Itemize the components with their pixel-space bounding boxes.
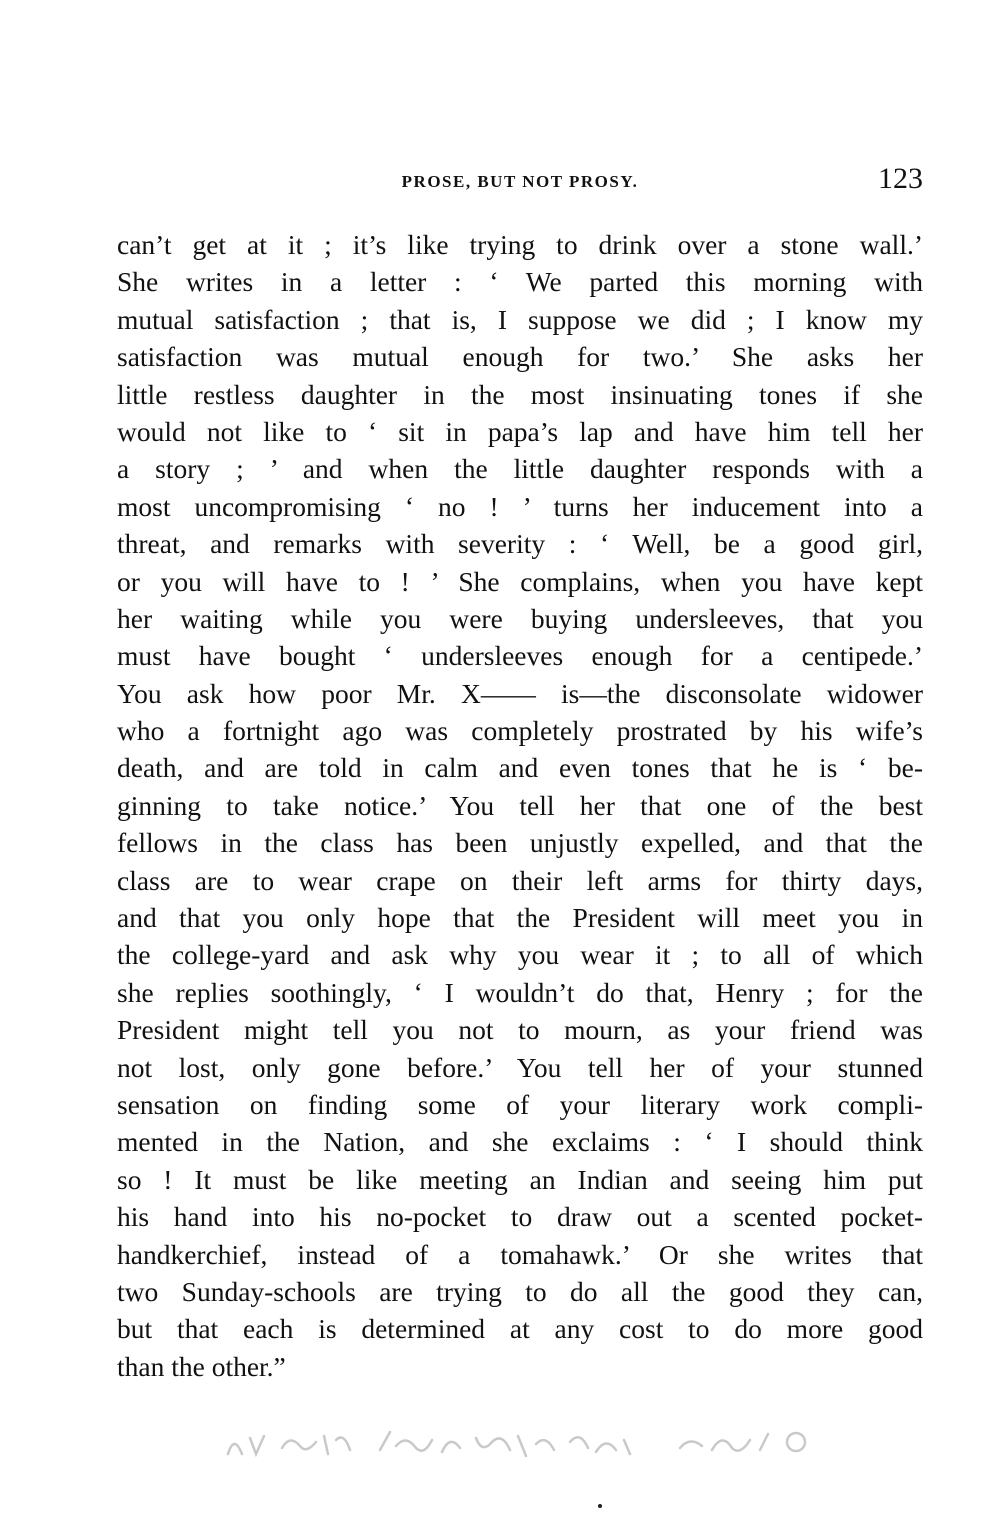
text-line: sensation on finding some of your literary work compli-: [117, 1088, 923, 1120]
text-line: mented in the Nation, and she exclaims : ‘ I should think: [117, 1126, 923, 1158]
text-line: than the other.”: [117, 1350, 286, 1382]
text-line: would not like to ‘ sit in papa’s lap and have him tell her: [117, 415, 923, 447]
text-line: satisfaction was mutual enough for two.’ She asks her: [117, 341, 923, 373]
text-line: can’t get at it ; it’s like trying to drink over a stone wall.’: [117, 229, 923, 260]
page-number: 123: [878, 162, 923, 195]
scan-speck: [598, 1504, 602, 1508]
text-line: who a fortnight ago was completely prostrated by his wife’s: [117, 715, 923, 747]
text-line: President might tell you not to mourn, as your friend was: [117, 1014, 923, 1046]
text-line: class are to wear crape on their left arms for thirty days,: [117, 864, 923, 896]
text-line: death, and are told in calm and even tones that he is ‘ be-: [117, 752, 923, 784]
text-line: You ask how poor Mr. X—— is—the disconsolate widower: [117, 677, 923, 709]
text-line: not lost, only gone before.’ You tell her of your stunned: [117, 1051, 923, 1083]
text-line: must have bought ‘ undersleeves enough for a centipede.’: [117, 640, 923, 672]
text-line: She writes in a letter : ‘ We parted this morning with: [117, 266, 923, 298]
text-line: little restless daughter in the most insinuating tones if she: [117, 378, 923, 410]
text-line: threat, and remarks with severity : ‘ Well, be a good girl,: [117, 528, 923, 560]
body-text: [117, 226, 923, 1385]
text-line: but that each is determined at any cost to do more good: [117, 1313, 923, 1345]
running-head: [117, 162, 923, 202]
text-line: mutual satisfaction ; that is, I suppose we did ; I know my: [117, 303, 923, 335]
watermark-smudge: [220, 1420, 820, 1465]
text-line: handkerchief, instead of a tomahawk.’ Or she writes that: [117, 1238, 923, 1270]
text-line: fellows in the class has been unjustly expelled, and that the: [117, 827, 923, 859]
text-line: and that you only hope that the President will meet you in: [117, 902, 923, 934]
text-line: the college-yard and ask why you wear it ; to all of which: [117, 939, 923, 971]
text-line: she replies soothingly, ‘ I wouldn’t do that, Henry ; for the: [117, 976, 923, 1008]
text-line: two Sunday-schools are trying to do all the good they can,: [117, 1275, 923, 1307]
text-line: a story ; ’ and when the little daughter responds with a: [117, 453, 923, 485]
text-line: or you will have to ! ’ She complains, when you have kept: [117, 565, 923, 597]
text-line: her waiting while you were buying undersleeves, that you: [117, 602, 923, 634]
running-title: PROSE, BUT NOT PROSY.: [401, 172, 639, 191]
text-line: most uncompromising ‘ no ! ’ turns her inducement into a: [117, 490, 923, 522]
text-line: ginning to take notice.’ You tell her that one of the best: [117, 789, 923, 821]
text-line: his hand into his no-pocket to draw out a scented pocket-: [117, 1201, 923, 1233]
text-line: so ! It must be like meeting an Indian and seeing him put: [117, 1163, 923, 1195]
